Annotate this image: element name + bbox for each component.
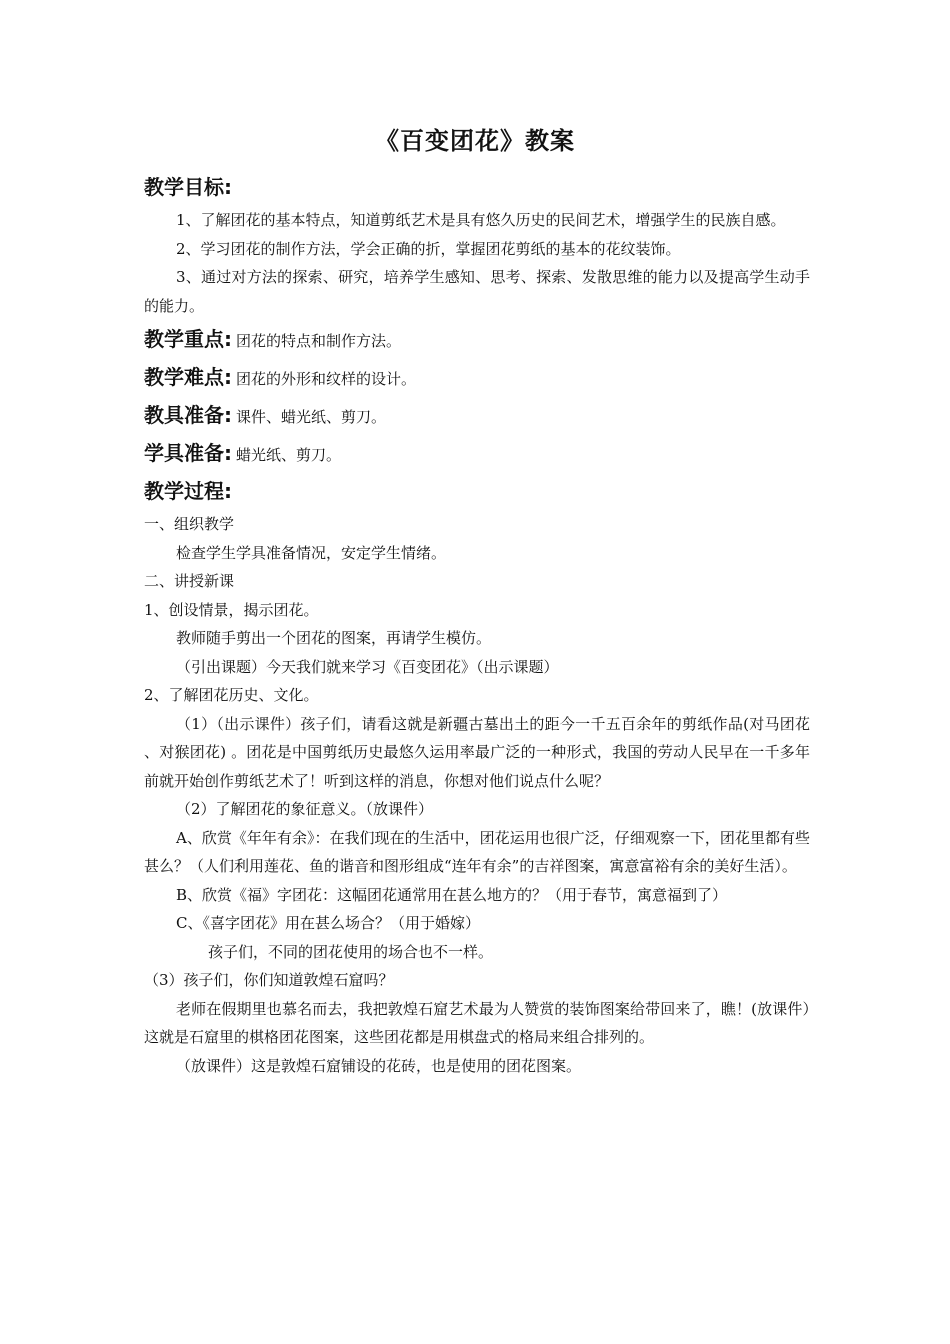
teacher-tools-text: 课件、蜡光纸、剪刀。: [236, 408, 387, 426]
objectives-heading-row: [144, 168, 810, 206]
teacher-tools-row: [144, 396, 810, 434]
objective-item: 1、了解团花的基本特点，知道剪纸艺术是具有悠久历史的民间艺术，增强学生的民族自感。: [176, 211, 786, 229]
process-line: （3）孩子们，你们知道敦煌石窟吗？: [144, 971, 394, 989]
difficulty-text: 团花的外形和纹样的设计。: [236, 370, 417, 388]
process-line: 二、讲授新课: [144, 572, 235, 590]
process-line: 老师在假期里也慕名而去，我把敦煌石窟艺术最为人赞赏的装饰图案给带回来了，瞧！(放课件）这就是石窟里的棋格团花图案，这些团花都是用棋盘式的格局来组合排列的。: [144, 999, 810, 1046]
objectives-heading: 教学目标:: [144, 175, 232, 199]
process-heading-row: [144, 472, 810, 510]
objective-item: 3、通过对方法的探索、研究，培养学生感知、思考、探索、发散思维的能力以及提高学生动手的能力。: [144, 268, 810, 315]
process-line: （放课件）这是敦煌石窟铺设的花砖，也是使用的团花图案。: [176, 1056, 582, 1075]
process-line: C、《喜字团花》用在甚么场合？（用于婚嫁）: [176, 914, 480, 932]
key-point-text: 团花的特点和制作方法。: [236, 332, 402, 350]
student-tools-row: [144, 434, 810, 472]
objective-item: 2、学习团花的制作方法，学会正确的折，掌握团花剪纸的基本的花纹装饰。: [176, 239, 681, 258]
process-line: （2）了解团花的象征意义。（放课件）: [176, 800, 434, 818]
process-line: B、欣赏《福》字团花：这幅团花通常用在甚么地方的？（用于春节，寓意福到了）: [176, 885, 728, 904]
student-tools-text: 蜡光纸、剪刀。: [236, 446, 342, 464]
process-line: （引出课题）今天我们就来学习《百变团花》（出示课题）: [176, 657, 559, 676]
teacher-tools-heading: 教具准备:: [144, 403, 232, 427]
document-title: 《百变团花》教案: [375, 127, 575, 155]
document-body: [144, 168, 810, 1080]
process-line: 一、组织教学: [144, 515, 235, 533]
process-line: A、欣赏《年年有余》：在我们现在的生活中，团花运用也很广泛，仔细观察一下，团花里都有些甚么？（人们利用莲花、鱼的谐音和图形组成“连年有余”的吉祥图案，寓意富裕有余的美好生活）。: [144, 828, 810, 875]
process-line: （1）（出示课件）孩子们，请看这就是新疆古墓出土的距今一千五百余年的剪纸作品(对马团花 、对猴团花) 。团花是中国剪纸历史最悠久运用率最广泛的一种形式，我国的劳动人民早在一千多年前就开始创作剪纸艺术了！听到这样的消息，你想对他们说点什么呢？: [144, 714, 810, 790]
process-line: 检查学生学具准备情况，安定学生情绪。: [176, 543, 447, 562]
difficulty-row: [144, 358, 810, 396]
process-line: 2、了解团花历史、文化。: [144, 686, 319, 704]
process-line: 孩子们，不同的团花使用的场合也不一样。: [208, 942, 494, 961]
process-heading: 教学过程:: [144, 479, 232, 503]
key-point-heading: 教学重点:: [144, 327, 232, 351]
process-line: 教师随手剪出一个团花的图案，再请学生模仿。: [176, 629, 492, 647]
process-line: 1、创设情景，揭示团花。: [144, 600, 319, 619]
difficulty-heading: 教学难点:: [144, 365, 232, 389]
student-tools-heading: 学具准备:: [144, 441, 232, 465]
key-point-row: [144, 320, 810, 358]
